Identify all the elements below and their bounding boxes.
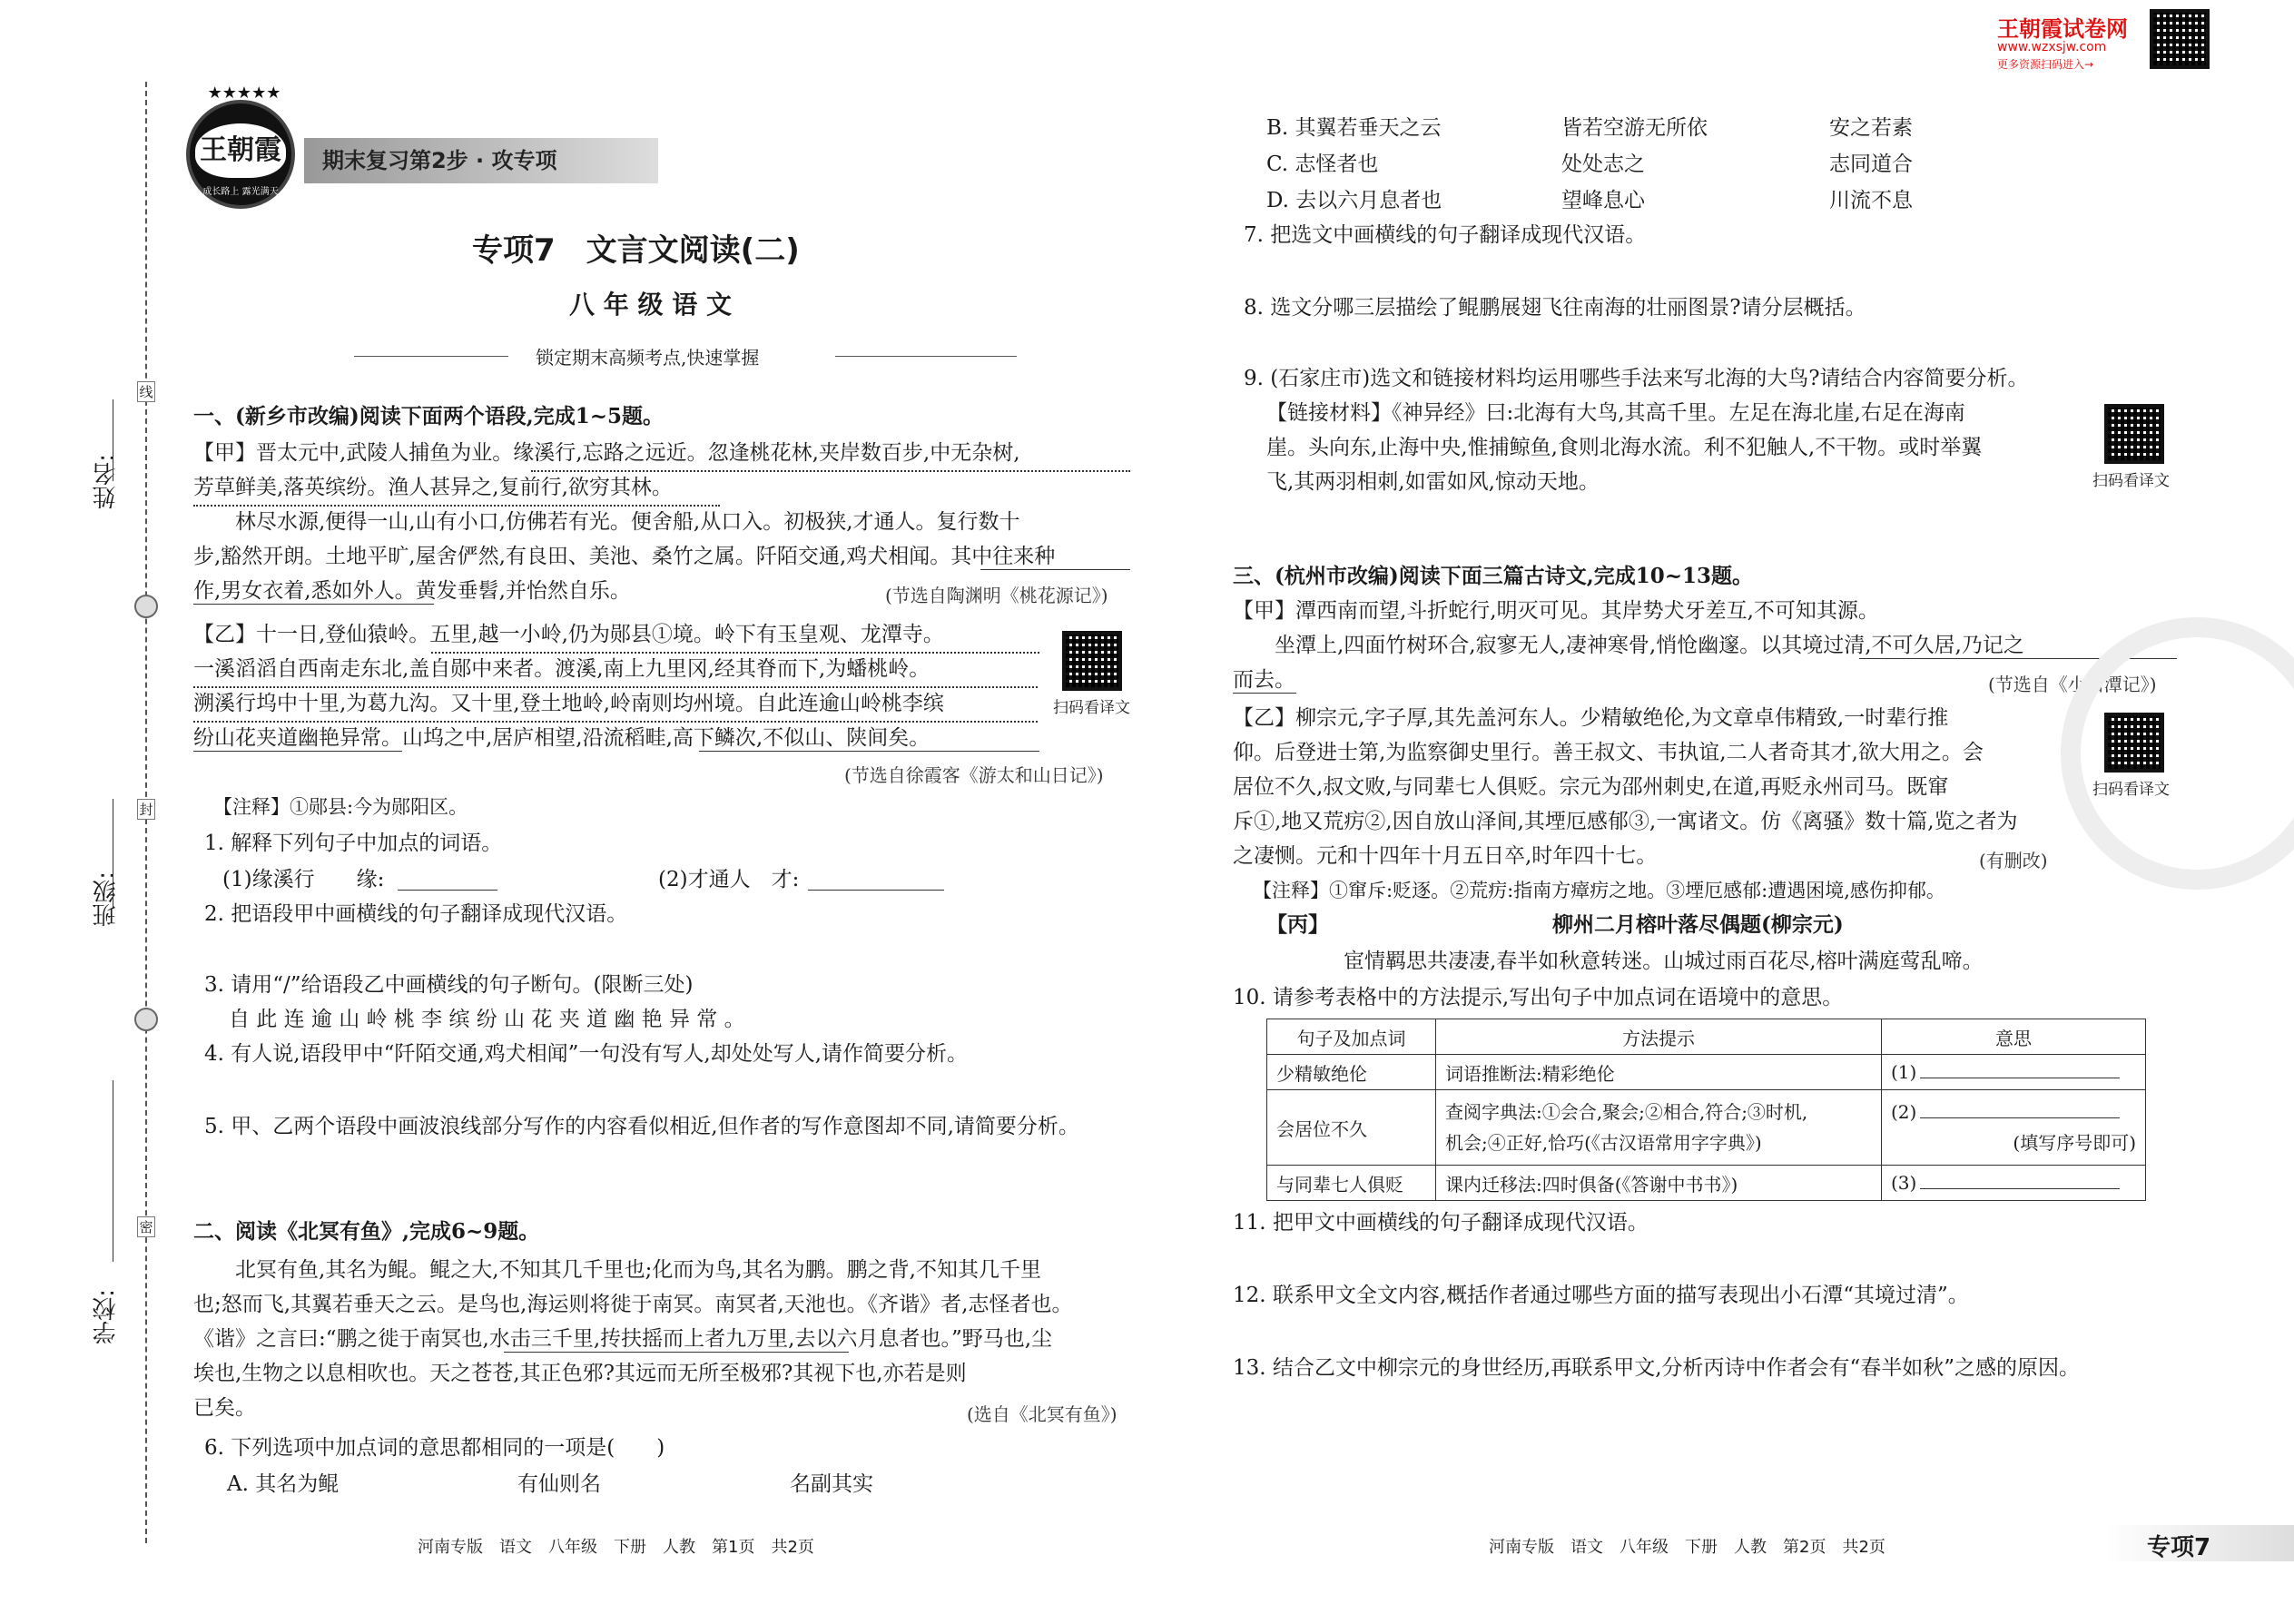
answer-table (1266, 1019, 2146, 1201)
section3-heading: 三、(杭州市改编)阅读下面三篇古诗文,完成10~13题。 (1233, 564, 1754, 588)
section2-heading: 二、阅读《北冥有鱼》,完成6~9题。 (193, 1219, 540, 1244)
corner-tag: 专项7 (2147, 1534, 2211, 1561)
r-jia-line-3: 而去。 (1233, 668, 1295, 692)
site-name: 王朝霞试卷网 (1997, 16, 2128, 42)
r-yi-line-3: 居位不久,叔文败,与同辈七人俱贬。宗元为邵州刺史,在道,再贬永州司马。既窜 (1233, 775, 1949, 799)
table-cell: 词语推断法:精彩绝伦 (1436, 1055, 1882, 1090)
question-12: 12. 联系甲文全文内容,概括作者通过哪些方面的描写表现出小石潭“其境过清”。 (1233, 1284, 1969, 1307)
yi-line-4: 纷山花夹道幽艳异常。山坞之中,居庐相望,沿流稻畦,高下鳞次,不似山、陕间矣。 (193, 726, 930, 750)
yi-line-3: 溯溪行坞中十里,为葛九沟。又十里,登土地岭,岭南则均州境。自此连逾山岭桃李缤 (193, 692, 944, 715)
underline-mark (980, 569, 1130, 570)
yi-source: (节选自徐霞客《游太和山日记》) (844, 764, 1104, 786)
site-qr-code-icon[interactable] (2150, 9, 2210, 69)
footer-right: 河南专版 语文 八年级 下册 人教 第2页 共2页 (1489, 1538, 1885, 1557)
bm-line-5: 已矣。 (193, 1396, 256, 1420)
qr-code-icon[interactable] (2104, 404, 2164, 464)
q6-option-c-3: 志同道合 (1829, 153, 1913, 176)
table-answer-cell[interactable] (1882, 1090, 2146, 1166)
question-1-item-2: (2)才通人 才: (658, 868, 800, 891)
table-answer-cell[interactable] (1882, 1166, 2146, 1201)
line-tag: 线 (137, 381, 155, 402)
wavy-underline-mark (193, 683, 1038, 688)
footer-left: 河南专版 语文 八年级 下册 人教 第1页 共2页 (418, 1538, 814, 1557)
school-label: 学校: (93, 1289, 120, 1344)
wavy-underline-mark (193, 501, 720, 507)
table-cell-line: 查阅字典法:①会合,聚会;②相合,符合;③时机, (1445, 1101, 1808, 1123)
r-jia-line-1: 【甲】潭西南而望,斗折蛇行,明灭可见。其岸势犬牙差互,不可知其源。 (1233, 599, 1879, 623)
underline-mark (193, 604, 434, 605)
question-7: 7. 把选文中画横线的句子翻译成现代汉语。 (1244, 223, 1647, 247)
bm-source: (选自《北冥有鱼》) (967, 1403, 1117, 1425)
binding-hole-icon (134, 1008, 158, 1031)
q6-option-d-2: 望峰息心 (1561, 189, 1645, 212)
question-2: 2. 把语段甲中画横线的句子翻译成现代汉语。 (204, 902, 628, 926)
r-note: 【注释】①窜斥:贬逐。②荒疠:指南方瘴疠之地。③堙厄感郁:遭遇困境,感伤抑郁。 (1253, 880, 1945, 901)
question-10: 10. 请参考表格中的方法提示,写出句子中加点词在语境中的意思。 (1233, 986, 1844, 1009)
slogan: 锁定期末高频考点,快速掌握 (536, 347, 760, 369)
q6-option-a-3: 名副其实 (790, 1472, 873, 1496)
answer-index: (2) (1891, 1101, 1917, 1123)
answer-index: (1) (1891, 1061, 1917, 1083)
question-1: 1. 解释下列句子中加点的词语。 (204, 832, 503, 855)
note-1: 【注释】①郧县:今为郧阳区。 (213, 796, 468, 818)
qr-code-icon[interactable] (1062, 631, 1122, 691)
logo-text: 王朝霞 (195, 123, 286, 178)
jia-line-1: 【甲】晋太元中,武陵人捕鱼为业。缘溪行,忘路之远近。忽逢桃花林,夹岸数百步,中无杂树, (193, 441, 1020, 465)
link-line-1: 【链接材料】《神异经》曰:北海有大鸟,其高千里。左足在海北崖,右足在海南 (1266, 401, 1965, 425)
brand-logo (186, 84, 295, 209)
bm-line-4: 埃也,生物之以息相吹也。天之苍苍,其正色邪?其远而无所至极邪?其视下也,亦若是则 (193, 1362, 967, 1385)
yi-line-1: 【乙】十一日,登仙猿岭。五里,越一小岭,仍为郧县①境。岭下有玉皇观、龙潭寺。 (193, 623, 944, 646)
jia-line-3: 林尽水源,便得一山,山有小口,仿佛若有光。便舍船,从口入。初极狭,才通人。复行数十 (193, 510, 1020, 534)
qr-label: 扫码看译文 (2092, 472, 2170, 490)
table-answer-cell[interactable] (1882, 1055, 2146, 1090)
answer-blank[interactable] (398, 890, 497, 891)
logo-subtitle: 成长路上 露光满天 (202, 187, 279, 197)
r-jia-source: (节选自《小石潭记》) (1988, 674, 2157, 695)
page-subtitle: 八 年 级 语 文 (569, 290, 732, 320)
site-url: www.wzxsjw.com (1997, 40, 2107, 54)
r-yi-line-1: 【乙】柳宗元,字子厚,其先盖河东人。少精敏绝伦,为文章卓伟精致,一时辈行推 (1233, 706, 1949, 730)
r-yi-line-2: 仰。后登进士第,为监察御史里行。善王叔文、韦执谊,二人者奇其才,欲大用之。会 (1233, 741, 1984, 764)
link-line-3: 飞,其两羽相刺,如雷如风,惊动天地。 (1266, 470, 1600, 494)
qr-label: 扫码看译文 (2092, 781, 2170, 799)
header-banner: 期末复习第2步 · 攻专项 (304, 138, 658, 183)
bm-line-3: 《谐》之言曰:“鹏之徙于南冥也,水击三千里,抟扶摇而上者九万里,去以六月息者也。”野马也,尘 (193, 1327, 1053, 1351)
question-3: 3. 请用“/”给语段乙中画横线的句子断句。(限断三处) (204, 973, 694, 997)
table-cell (1436, 1090, 1882, 1166)
question-4: 4. 有人说,语段甲中“阡陌交通,鸡犬相闻”一句没有写人,却处处写人,请作简要分析。 (204, 1042, 969, 1066)
table-header: 意思 (1882, 1019, 2146, 1055)
bing-tag: 【丙】 (1266, 912, 1329, 937)
wavy-underline-mark (431, 648, 1039, 654)
q6-option-b-2: 皆若空游无所依 (1561, 116, 1708, 140)
table-cell: 与同辈七人俱贬 (1267, 1166, 1436, 1201)
table-header: 句子及加点词 (1267, 1019, 1436, 1055)
jia-line-2: 芳草鲜美,落英缤纷。渔人甚异之,复前行,欲穷其林。 (193, 476, 673, 499)
slogan-rule-right (835, 356, 1017, 357)
table-header: 方法提示 (1436, 1019, 1882, 1055)
logo-stars-icon: ★★★★★ (207, 84, 281, 103)
answer-index: (3) (1891, 1172, 1917, 1194)
q6-option-b-3: 安之若素 (1829, 116, 1913, 140)
jia-line-4: 步,豁然开朗。土地平旷,屋舍俨然,有良田、美池、桑竹之属。阡陌交通,鸡犬相闻。其中往来种 (193, 545, 1056, 568)
binding-hole-icon (134, 595, 158, 618)
bing-title: 柳州二月榕叶落尽偶题(柳宗元) (1552, 912, 1844, 937)
r-jia-line-2: 坐潭上,四面竹树环合,寂寥无人,凄神寒骨,悄怆幽邃。以其境过清,不可久居,乃记之 (1233, 634, 2024, 657)
jia-source: (节选自陶渊明《桃花源记》) (885, 585, 1108, 606)
underline-mark (504, 1352, 849, 1353)
q6-option-c-1[interactable]: C. 志怪者也 (1266, 153, 1379, 176)
table-cell-line: 机会;④正好,恰巧(《古汉语常用字字典》) (1445, 1132, 1762, 1154)
question-5: 5. 甲、乙两个语段中画波浪线部分写作的内容看似相近,但作者的写作意图却不同,请简要分析。 (204, 1115, 1079, 1138)
bm-line-2: 也;怒而飞,其翼若垂天之云。是鸟也,海运则将徙于南冥。南冥者,天池也。《齐谐》者,志怪者也。 (193, 1293, 1073, 1316)
question-8: 8. 选文分哪三层描绘了鲲鹏展翅飞往南海的壮丽图景?请分层概括。 (1244, 296, 1866, 320)
underline-mark (193, 751, 402, 752)
answer-blank[interactable] (808, 890, 944, 891)
question-13: 13. 结合乙文中柳宗元的身世经历,再联系甲文,分析丙诗中作者会有“春半如秋”之感的原因。 (1233, 1356, 2081, 1380)
wavy-underline-mark (193, 717, 1038, 723)
wavy-underline-mark (531, 467, 1130, 472)
question-1-item-1: (1)缘溪行 缘: (222, 868, 385, 891)
seal-tag: 封 (137, 799, 155, 820)
page-title: 专项7 文言文阅读(二) (472, 232, 800, 269)
site-tip: 更多资源扫码进入→ (1997, 58, 2094, 71)
slogan-rule-left (354, 356, 508, 357)
class-label: 班级: (93, 871, 120, 927)
q6-option-d-3: 川流不息 (1829, 189, 1913, 212)
r-yi-line-5: 之凄恻。元和十四年十月五日卒,时年四十七。 (1233, 844, 1658, 868)
underline-mark (699, 751, 1039, 752)
q6-option-a-2: 有仙则名 (517, 1472, 601, 1496)
table-cell: 少精敏绝伦 (1267, 1055, 1436, 1090)
yi-line-2: 一溪滔滔自西南走东北,盖自郧中来者。渡溪,南上九里冈,经其脊而下,为蟠桃岭。 (193, 657, 930, 681)
bing-poem: 宦情羁思共凄凄,春半如秋意转迷。山城过雨百花尽,榕叶满庭莺乱啼。 (1344, 950, 1984, 973)
q6-option-b-1[interactable]: B. 其翼若垂天之云 (1266, 116, 1442, 140)
underline-mark (1233, 693, 1296, 694)
qr-label: 扫码看译文 (1053, 699, 1130, 717)
r-yi-line-4: 斥①,地又荒疠②,因自放山泽间,其堙厄感郁③,一寓诸文。仿《离骚》数十篇,览之者为 (1233, 810, 2018, 833)
section1-heading: 一、(新乡市改编)阅读下面两个语段,完成1~5题。 (193, 404, 665, 428)
q6-option-a-1[interactable]: A. 其名为鲲 (227, 1472, 340, 1496)
table-cell: 会居位不久 (1267, 1090, 1436, 1166)
answer-hint: (填写序号即可) (2013, 1132, 2136, 1154)
table-cell: 课内迁移法:四时俱备(《答谢中书书》) (1436, 1166, 1882, 1201)
jia-line-5: 作,男女衣着,悉如外人。黄发垂髫,并怡然自乐。 (193, 579, 631, 603)
r-yi-source: (有删改) (1979, 850, 2048, 871)
question-3-text: 自 此 连 逾 山 岭 桃 李 缤 纷 山 花 夹 道 幽 艳 异 常 。 (229, 1008, 745, 1031)
dense-tag: 密 (137, 1216, 155, 1237)
q6-option-d-1[interactable]: D. 去以六月息者也 (1266, 189, 1442, 212)
q6-option-c-2: 处处志之 (1561, 153, 1645, 176)
link-line-2: 崖。头向东,止海中央,惟捕鲸鱼,食则北海水流。利不犯触人,不干物。或时举翼 (1266, 436, 1983, 459)
question-11: 11. 把甲文中画横线的句子翻译成现代汉语。 (1233, 1211, 1649, 1235)
bm-line-1: 北冥有鱼,其名为鲲。鲲之大,不知其几千里也;化而为鸟,其名为鹏。鹏之背,不知其几千里 (193, 1258, 1041, 1282)
name-label: 姓名: (93, 454, 120, 509)
question-9: 9. (石家庄市)选文和链接材料均运用哪些手法来写北海的大鸟?请结合内容简要分析。 (1244, 367, 2029, 390)
question-6: 6. 下列选项中加点词的意思都相同的一项是( ) (204, 1436, 665, 1460)
